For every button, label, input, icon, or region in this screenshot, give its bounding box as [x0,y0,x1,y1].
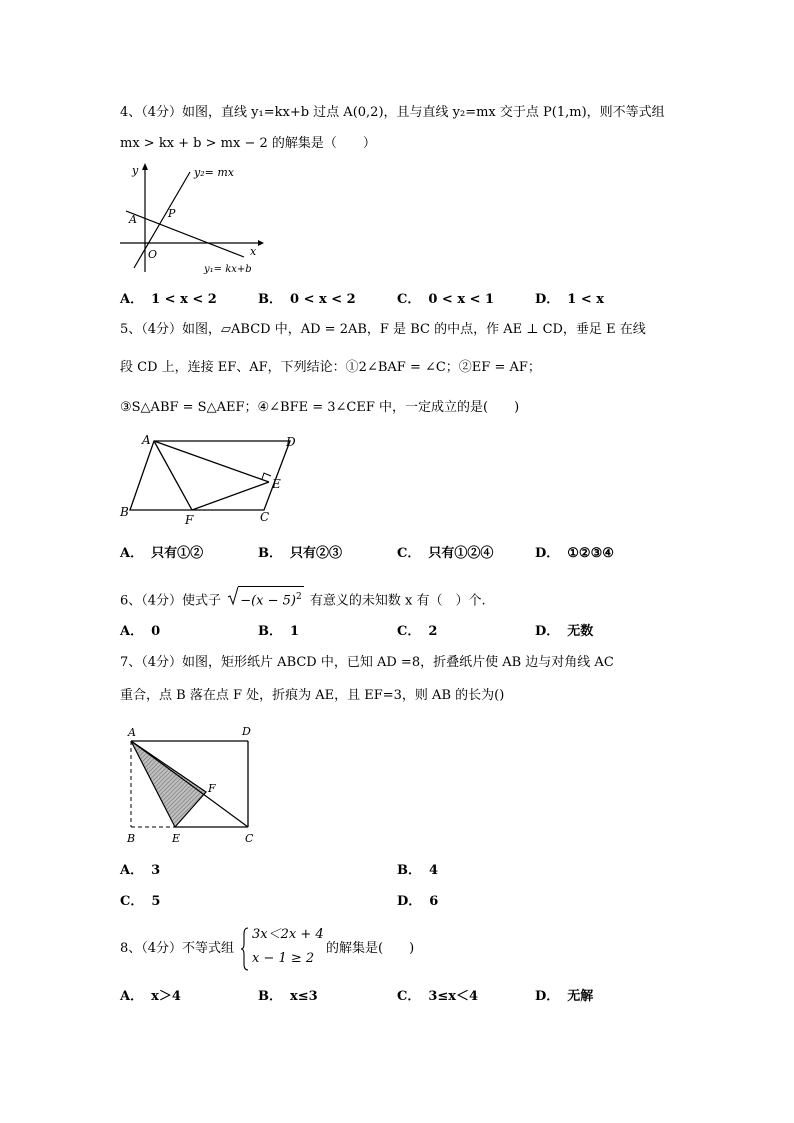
q7-figure [120,720,270,850]
q4-label-a: A [129,213,137,226]
q8-option-c[interactable]: C． 3≤x＜4 [397,989,479,1004]
q4-x-arrow [258,240,264,246]
q5-segment-ef [192,482,269,510]
q4-option-d[interactable]: D． 1 < x [535,292,605,307]
q7-folded-triangle [131,741,206,827]
q4-line-y1 [126,211,244,257]
q8-option-b[interactable]: B． x≤3 [258,989,318,1004]
q7-label-b: B [127,832,136,845]
q7-option-c[interactable]: C． 5 [120,894,161,909]
q7-label-c: C [245,832,254,845]
q6-radicand: −(x − 5) [240,593,296,609]
q6-radical-sign [227,586,239,606]
q5-right-angle-mark [262,473,271,479]
q7-stem-line2: 重合，点 B 落在点 F 处，折痕为 AE，且 EF=3，则 AB 的长为() [120,688,505,703]
q5-option-d[interactable]: D． ①②③④ [535,546,614,561]
q8-inequality-row1: 3x＜2x + 4 [252,927,324,942]
q4-stem-line1: 4、（4分）如图，直线 y₁=kx+b 过点 A(0,2)，且与直线 y₂=mx 交于点 P(1,m)，则不等式组 [120,105,665,120]
q4-label-y2: y₂= mx [194,166,234,179]
q4-label-o: O [148,248,158,261]
q5-option-c[interactable]: C． 只有①②④ [397,546,494,561]
q8-option-a[interactable]: A． x＞4 [120,989,181,1004]
q7-label-a: A [128,726,136,739]
q7-option-a[interactable]: A． 3 [120,863,161,878]
q8-suffix: 的解集是( ) [326,941,415,956]
q6-sqrt-expression [227,586,304,611]
q7-label-f: F [208,782,216,795]
q8-prefix: 8、（4分）不等式组 [120,941,235,956]
q4-stem-tail: 的解集是（ ） [271,136,376,151]
q4-stem-line2 [120,137,376,150]
q5-segment-af [154,441,192,510]
q5-label-f: F [185,513,194,527]
q4-figure [118,160,268,278]
q5-figure [118,432,318,528]
q5-label-d: D [286,435,296,449]
q5-label-b: B [120,505,129,519]
q5-stem-line1: 5、（4分）如图，▱ABCD 中，AD = 2AB，F 是 BC 的中点，作 AE ⊥ CD，垂足 E 在线 [120,322,646,337]
q4-option-b[interactable]: B． 0 < x < 2 [258,292,356,307]
q6-option-c[interactable]: C． 2 [397,624,438,639]
q4-option-c[interactable]: C． 0 < x < 1 [397,292,495,307]
q5-option-a[interactable]: A． 只有①② [120,546,204,561]
q7-label-d: D [242,725,251,738]
q5-stem-line3: ③S△ABF = S△AEF；④∠BFE = 3∠CEF 中，一定成立的是( ) [120,400,520,415]
q4-y-arrow [142,163,148,170]
q7-option-d[interactable]: D． 6 [397,894,439,909]
q5-segment-ae [154,441,269,482]
q7-stem-line1: 7、（4分）如图，矩形纸片 ABCD 中，已知 AD =8，折叠纸片使 AB 边与对角线 AC [120,655,614,670]
q4-label-y1: y₁= kx+b [204,264,252,275]
q6-option-d[interactable]: D． 无数 [535,624,594,639]
q5-parallelogram [130,441,290,510]
q7-diagonal-ac [131,741,248,827]
q8-inequality-row2: x − 1 ≥ 2 [252,951,315,966]
q6-suffix: 有意义的未知数 x 有（ ）个. [309,593,486,609]
q6-stem [120,586,486,611]
q4-label-p: P [168,207,176,220]
q7-label-e: E [172,832,181,845]
q4-inequality: mx > kx + b > mx − 2 [120,136,268,151]
q6-option-b[interactable]: B． 1 [258,624,300,639]
q5-stem-line2: 段 CD 上，连接 EF、AF，下列结论：①2∠BAF = ∠C；②EF = AF； [120,360,541,375]
q6-exponent: 2 [295,592,302,602]
q5-label-a: A [142,433,151,447]
q5-label-c: C [260,510,270,524]
q4-label-x: x [250,245,257,258]
q7-option-b[interactable]: B． 4 [397,863,439,878]
q8-left-brace [240,926,250,972]
q5-label-e: E [272,477,281,491]
q4-line-y2 [134,172,190,268]
q6-prefix: 6、（4分）使式子 [120,593,222,609]
q8-option-d[interactable]: D． 无解 [535,989,594,1004]
q6-option-a[interactable]: A． 0 [120,624,161,639]
q5-option-b[interactable]: B． 只有②③ [258,546,343,561]
q4-label-y: y [132,164,139,177]
q4-option-a[interactable]: A． 1 < x < 2 [120,292,217,307]
